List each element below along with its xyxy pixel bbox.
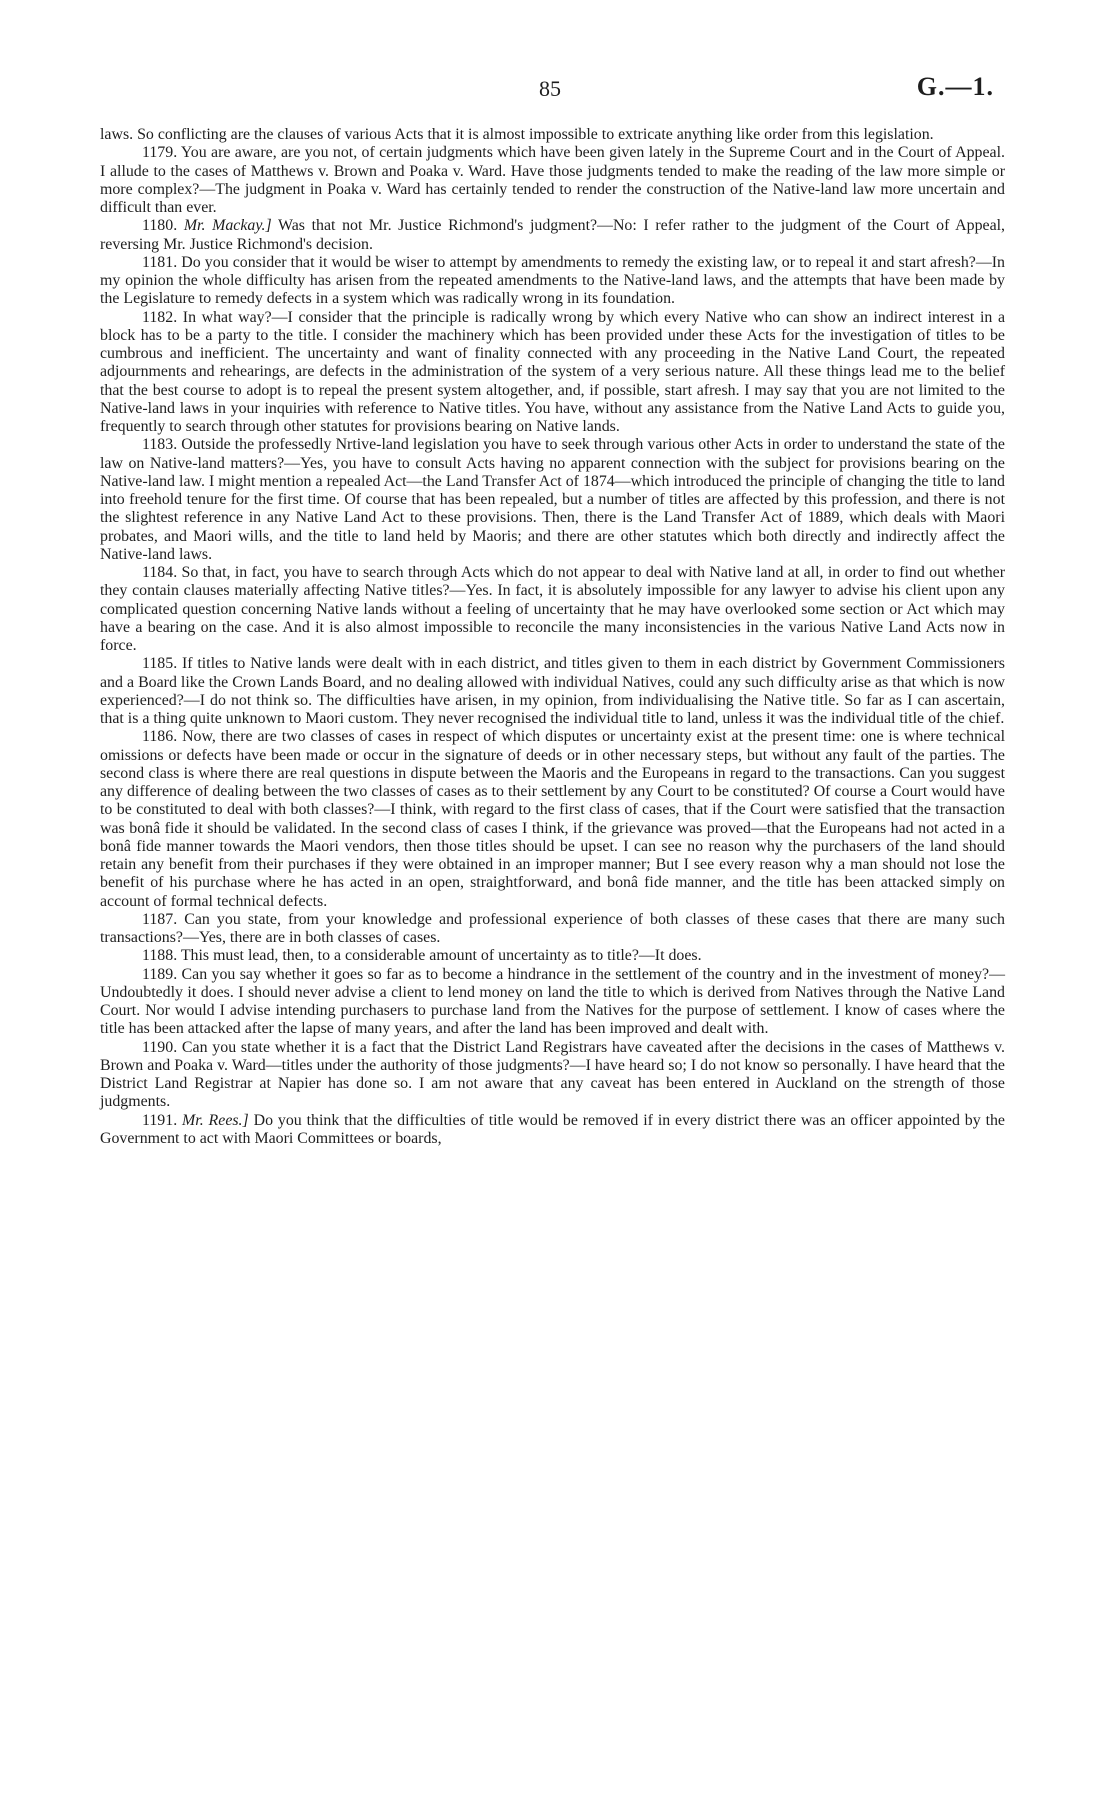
paragraph-text: 1188. This must lead, then, to a considerable amount of uncertainty as to title?—It does. — [142, 947, 702, 965]
paragraph-text: Was that not Mr. Justice Richmond's judgment?—No: I refer rather to the judgment of the Court of Appeal, reversing Mr. Justice Richmond's decision. — [100, 217, 1006, 253]
paragraph — [100, 564, 1005, 655]
paragraph — [100, 254, 1005, 309]
paragraph-text: laws. So conflicting are the clauses of various Acts that it is almost impossible to extricate anything like order from this legislation. — [100, 126, 934, 143]
paragraph — [100, 966, 1005, 1039]
paragraph-text: 1184. So that, in fact, you have to search through Acts which do not appear to deal with Native land at all, in order to find out whether they contain clauses materially affecting Native titles?—Yes. In fact, it is absolutely impossible for any lawyer to advise his client upon any complicated question concerning Native lands without a feeling of uncertainty that he may have overlooked some section or Act which may have a bearing on the case. And it is also almost impossible to reconcile the many inconsistencies in the various Native Land Acts now in force. — [100, 564, 1005, 654]
paragraph-text: 1189. Can you say whether it goes so far as to become a hindrance in the settlement of the country and in the investment of money?—Undoubtedly it does. I should never advise a client to lend money on land the title to which is derived from Natives through the Native Land Court. Nor would I advise intending purchasers to purchase land from the Natives for the purpose of settlement. I know of cases where the title has been attacked after the lapse of many years, and after the land has been improved and dealt with. — [100, 965, 1005, 1038]
paragraph — [100, 217, 1005, 254]
paragraph — [100, 947, 1005, 965]
paragraph — [100, 144, 1005, 217]
paragraph-text: 1179. You are aware, are you not, of certain judgments which have been given lately in the Supreme Court and in the Court of Appeal. I allude to the cases of Matthews v. Brown and Poaka v. Ward. Have those judgments tended to make the reading of the law more simple or more complex?—The judgment in Poaka v. Ward has certainly tended to render the construction of the Native-land law more uncertain and difficult than ever. — [100, 144, 1005, 216]
body-text — [100, 126, 1005, 1148]
page-number: 85 — [539, 76, 561, 101]
paragraph — [100, 126, 1005, 144]
paragraph-text: 1182. In what way?—I consider that the principle is radically wrong by which every Native who can show an indirect interest in a block has to be a party to the title. I consider the machinery which has been provided under these Acts for the investigation of titles to be cumbrous and inefficient. The uncertainty and want of finality connected with any proceeding in the Native Land Court, the repeated adjournments and rehearings, are defects in the administration of the system of a very serious nature. All these things lead me to the belief that the best course to adopt is to repeal the present system altogether, and, if possible, start afresh. I may say that you are not limited to the Native-land laws in your inquiries with reference to Native titles. You have, without any assistance from the Native Land Acts to guide you, frequently to search through other statutes for provisions bearing on Native lands. — [100, 308, 1005, 435]
paragraph-text: 1185. If titles to Native lands were dealt with in each district, and titles given to them in each district by Government Commissioners and a Board like the Crown Lands Board, and no dealing allowed with individual Natives, could any such difficulty arise as that which is now experienced?—I do not think so. The difficulties have arisen, in my opinion, from individualising the Native title. So far as I can ascertain, that is a thing quite unknown to Maori custom. They never recognised the individual title to land, unless it was the individual title of the chief. — [100, 655, 1005, 727]
paragraph-text: 1181. Do you consider that it would be wiser to attempt by amendments to remedy the existing law, or to repeal it and start afresh?—In my opinion the whole difficulty has arisen from the repeated amendments to the Native-land laws, and the attempts that have been made by the Legislature to remedy defects in a system which was radically wrong in its foundation. — [100, 253, 1005, 308]
paragraph — [100, 1039, 1005, 1112]
paragraph — [100, 655, 1005, 728]
document-reference: G.—1. — [916, 72, 994, 101]
speaker-name: Mr. Rees.] — [182, 1111, 249, 1129]
paragraph — [100, 728, 1005, 911]
paragraph — [100, 911, 1005, 948]
paragraph — [100, 309, 1005, 437]
question-number: 1180. — [142, 217, 184, 235]
page-header — [0, 70, 1114, 110]
speaker-name: Mr. Mackay.] — [183, 217, 272, 235]
paragraph — [100, 1112, 1005, 1149]
paragraph-text: 1190. Can you state whether it is a fact that the District Land Registrars have caveated after the decisions in the cases of Matthews v. Brown and Poaka v. Ward—titles under the authority of those judgments?—I have heard so; I do not know so personally. I have heard that the District Land Registrar at Napier has done so. I am not aware that any caveat has been entered in Auckland on the strength of those judgments. — [100, 1038, 1005, 1111]
paragraph-text: 1183. Outside the professedly Nrtive-land legislation you have to seek through various other Acts in order to understand the state of the law on Native-land matters?—Yes, you have to consult Acts having no apparent connection with the subject for provisions bearing on the Native-land law. I might mention a repealed Act—the Land Transfer Act of 1874—which introduced the principle of changing the title to land into freehold tenure for the first time. Of course that has been repealed, but a number of titles are affected by this profession, and there is not the slightest reference in any Native Land Act to these provisions. Then, there is the Land Transfer Act of 1889, which deals with Maori probates, and Maori wills, and the title to land held by Maoris; and there are other statutes which both directly and indirectly affect the Native-land laws. — [100, 436, 1005, 563]
paragraph-text: Do you think that the difficulties of title would be removed if in every district there was an officer appointed by the Government to act with Maori Committees or boards, — [100, 1111, 1005, 1147]
paragraph — [100, 436, 1005, 564]
paragraph-text: 1186. Now, there are two classes of cases in respect of which disputes or uncertainty exist at the present time: one is where technical omissions or defects have been made or occur in the signature of deeds or in other necessary steps, but without any fault of the parties. The second class is where there are real questions in dispute between the Maoris and the Europeans in regard to the transactions. Can you suggest any difference of dealing between the two classes of cases as to their settlement by any Court to be constituted? Of course a Court would have to be constituted to deal with both classes?—I think, with regard to the first class of cases, that if the Court were satisfied that the transaction was bonâ fide it should be validated. In the second class of cases I think, if the grievance was proved—that the Europeans had not acted in a bonâ fide manner towards the Maori vendors, then those titles should be upset. I can see no reason why the purchasers of the land should retain any benefit from their purchases if they were obtained in an improper manner; But I see every reason why a man should not lose the benefit of his purchase where he has acted in an open, straightforward, and bonâ fide manner, and the title has been attacked simply on account of formal technical defects. — [100, 728, 1005, 910]
paragraph-text: 1187. Can you state, from your knowledge and professional experience of both classes of these cases that there are many such transactions?—Yes, there are in both classes of cases. — [100, 910, 1005, 946]
question-number: 1191. — [142, 1111, 183, 1129]
